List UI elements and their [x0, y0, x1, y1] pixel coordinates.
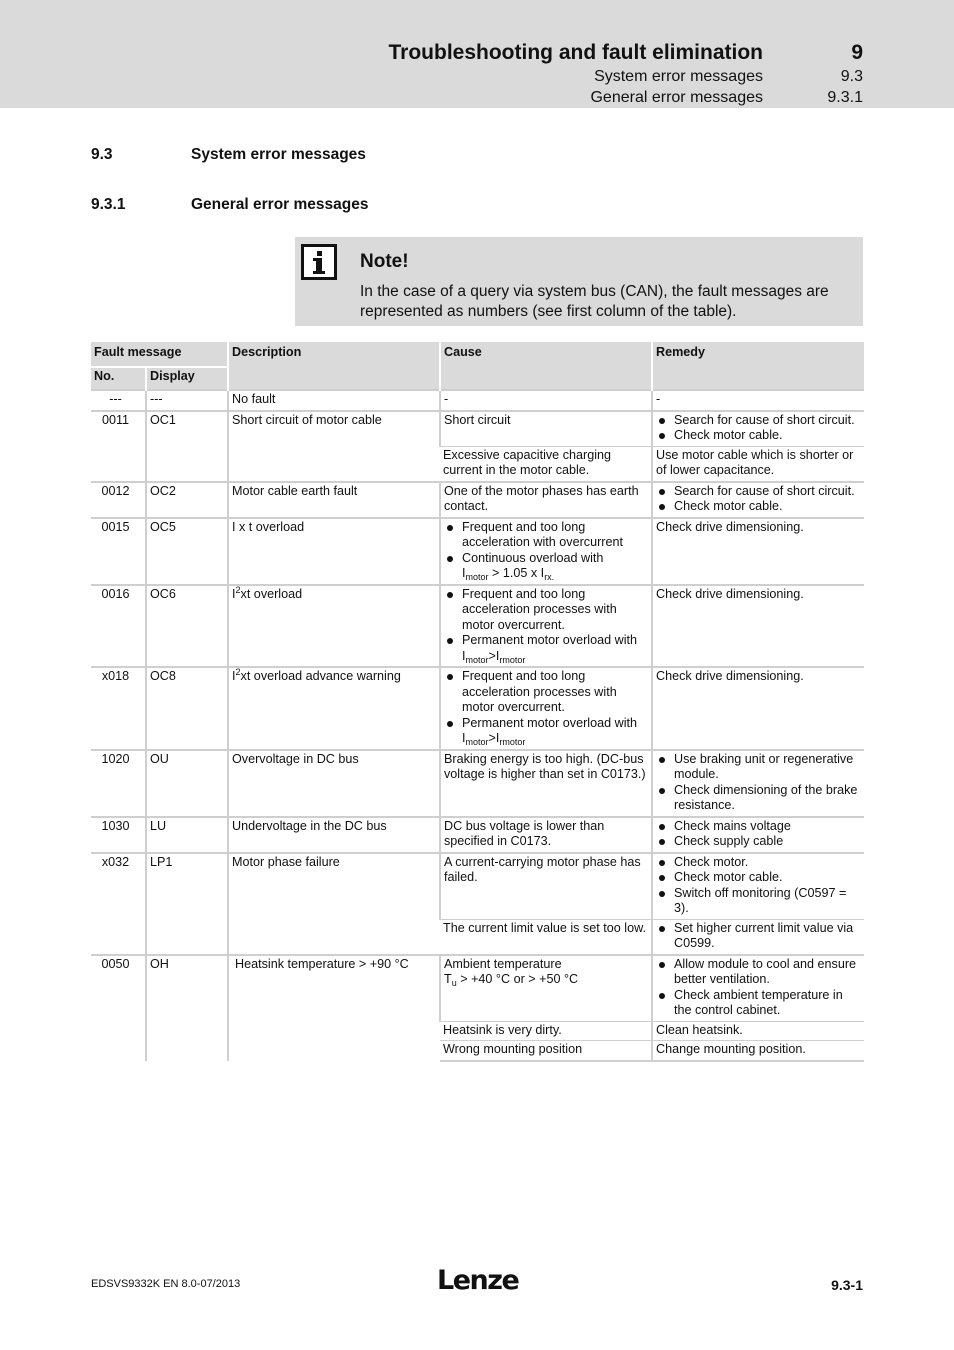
fault-remedy [652, 919, 864, 955]
list-item: Search for cause of short circuit. [656, 413, 861, 429]
fault-display: OC6 [146, 585, 228, 668]
subscript-motor: motor [465, 654, 489, 665]
fault-no: 0012 [91, 482, 146, 518]
note-text: In the case of a query via system bus (CAN), the fault messages are represented as numbers (see first column of the table). [360, 283, 829, 320]
subscript-motor: motor [465, 737, 489, 747]
fault-no: 0011 [91, 411, 146, 482]
list-item: Allow module to cool and ensure better ventilation. [656, 957, 861, 988]
subsection-number: 9.3.1 [827, 89, 863, 106]
list-item: Check motor cable. [656, 499, 861, 515]
list-item: Check supply cable [656, 834, 861, 850]
symbol-i: I [232, 586, 236, 601]
fault-cause [440, 667, 652, 750]
subsection-heading-number: 9.3.1 [91, 196, 126, 213]
superscript-2: 2 [235, 667, 241, 677]
header-no: No. [91, 367, 146, 390]
fault-display: OU [146, 750, 228, 817]
fault-no: 1030 [91, 817, 146, 853]
header-section-row [594, 68, 863, 86]
table-row [91, 482, 864, 518]
fault-display: OH [146, 955, 228, 1061]
fault-no: x032 [91, 853, 146, 955]
fault-description: Motor cable earth fault [228, 482, 440, 518]
list-item: Frequent and too long acceleration with overcurrent [444, 520, 648, 551]
subscript-motor: motor [465, 572, 489, 582]
list-item: Use braking unit or regenerative module. [656, 752, 861, 783]
cause-text: Permanent motor overload with [462, 633, 637, 647]
symbol-i: I [232, 669, 236, 683]
fault-remedy [652, 817, 864, 853]
fault-no: 0016 [91, 585, 146, 668]
table-row [91, 585, 864, 668]
fault-remedy [652, 482, 864, 518]
section-heading-number: 9.3 [91, 146, 113, 163]
fault-cause: One of the motor phases has earth contact. [440, 482, 652, 518]
fault-table [91, 340, 864, 1062]
subsection-title: General error messages [590, 89, 763, 106]
table-row [91, 518, 864, 585]
section-heading [91, 146, 366, 164]
fault-cause: Heatsink is very dirty. [440, 1021, 652, 1041]
fault-remedy: Use motor cable which is shorter or of lower capacitance. [652, 446, 864, 482]
list-item: Frequent and too long acceleration processes with motor overcurrent. [444, 669, 648, 716]
formula-text: > 1.05 x I [488, 566, 545, 580]
fault-remedy [652, 750, 864, 817]
symbol-i: I [462, 648, 466, 663]
fault-cause [440, 518, 652, 585]
formula-text: >I [488, 648, 500, 663]
fault-description [228, 667, 440, 750]
fault-description: Undervoltage in the DC bus [228, 817, 440, 853]
fault-remedy: Clean heatsink. [652, 1021, 864, 1041]
fault-no: 0050 [91, 955, 146, 1061]
fault-remedy [652, 411, 864, 447]
subscript-u: u [451, 978, 457, 988]
table-row [91, 955, 864, 1022]
fault-cause: Wrong mounting position [440, 1041, 652, 1061]
symbol-i: I [462, 566, 466, 580]
subscript-rx: rx. [544, 572, 555, 582]
fault-cause: Excessive capacitive charging current in the motor cable. [440, 446, 652, 482]
fault-display: OC5 [146, 518, 228, 585]
subsection-heading-title: General error messages [191, 196, 369, 213]
fault-remedy: - [652, 390, 864, 411]
section-title: System error messages [594, 68, 763, 85]
cause-text: Ambient temperature [444, 956, 562, 971]
fault-description: Heatsink temperature > +90 °C [228, 955, 440, 1061]
fault-display: OC1 [146, 411, 228, 482]
formula-text: > +40 °C or > +50 °C [456, 972, 579, 986]
fault-display: LP1 [146, 853, 228, 955]
table-row [91, 390, 864, 411]
fault-no: 0015 [91, 518, 146, 585]
table-row [91, 853, 864, 920]
header-fault-message: Fault message [91, 341, 228, 367]
list-item: Check motor. [656, 855, 861, 871]
note-box [295, 237, 863, 326]
table-row [91, 817, 864, 853]
section-number: 9.3 [840, 68, 863, 85]
list-item: Check ambient temperature in the control cabinet. [656, 988, 861, 1019]
fault-remedy: Check drive dimensioning. [652, 667, 864, 750]
header-chapter-row [389, 41, 864, 65]
fault-cause: DC bus voltage is lower than specified in C0173. [440, 817, 652, 853]
fault-cause: Braking energy is too high. (DC-bus voltage is higher than set in C0173.) [440, 750, 652, 817]
cause-text: Permanent motor overload with [462, 715, 637, 730]
list-item: Check motor cable. [656, 870, 861, 886]
list-item: Check mains voltage [656, 819, 861, 835]
chapter-title: Troubleshooting and fault elimination [388, 41, 763, 64]
info-icon [301, 244, 337, 280]
description-text: xt overload [240, 586, 303, 601]
fault-no: 1020 [91, 750, 146, 817]
fault-description [228, 585, 440, 668]
section-heading-title: System error messages [191, 146, 366, 163]
footer-page-number: 9.3-1 [831, 1277, 863, 1293]
fault-remedy: Check drive dimensioning. [652, 518, 864, 585]
fault-display: LU [146, 817, 228, 853]
header-display: Display [146, 367, 228, 390]
fault-no: x018 [91, 667, 146, 750]
formula-text: >I [488, 731, 500, 745]
fault-cause [440, 955, 652, 1022]
fault-display: OC8 [146, 667, 228, 750]
list-item [444, 551, 648, 582]
subscript-rmotor: rmotor [499, 737, 526, 747]
footer-doc-id: EDSVS9332K EN 8.0-07/2013 [91, 1278, 241, 1290]
symbol-i: I [462, 731, 466, 745]
page-header [0, 0, 954, 108]
fault-remedy: Change mounting position. [652, 1041, 864, 1061]
list-item [444, 716, 648, 747]
symbol-t: T [444, 972, 452, 986]
fault-description: Short circuit of motor cable [228, 411, 440, 482]
lenze-logo: Lenze [437, 1265, 519, 1296]
table-row [91, 411, 864, 447]
subscript-rmotor: rmotor [499, 654, 526, 665]
list-item: Switch off monitoring (C0597 = 3). [656, 886, 861, 917]
chapter-number: 9 [851, 41, 863, 64]
description-text: xt overload advance warning [240, 669, 401, 683]
fault-cause [440, 585, 652, 668]
fault-cause: A current-carrying motor phase has failed. [440, 853, 652, 920]
fault-display: OC2 [146, 482, 228, 518]
fault-cause: The current limit value is set too low. [440, 919, 652, 955]
list-item: Set higher current limit value via C0599. [656, 921, 861, 952]
fault-description: Overvoltage in DC bus [228, 750, 440, 817]
list-item: Search for cause of short circuit. [656, 484, 861, 500]
header-subsection-row [590, 89, 863, 107]
header-cause: Cause [440, 341, 652, 390]
fault-description: I x t overload [228, 518, 440, 585]
table-row [91, 667, 864, 750]
list-item: Check dimensioning of the brake resistance. [656, 783, 861, 814]
header-description: Description [228, 341, 440, 390]
fault-description: No fault [228, 390, 440, 411]
fault-description: Motor phase failure [228, 853, 440, 955]
fault-display: --- [146, 390, 228, 411]
header-remedy: Remedy [652, 341, 864, 390]
subsection-heading [91, 196, 369, 214]
fault-remedy: Check drive dimensioning. [652, 585, 864, 668]
cause-text: Continuous overload with [462, 550, 604, 565]
table-header-row [91, 341, 864, 367]
superscript-2: 2 [235, 584, 241, 595]
list-item: Check motor cable. [656, 428, 861, 444]
fault-remedy [652, 853, 864, 920]
list-item [444, 633, 648, 664]
table-row [91, 750, 864, 817]
fault-no: --- [91, 390, 146, 411]
note-title: Note! [360, 251, 409, 272]
list-item: Frequent and too long acceleration processes with motor overcurrent. [444, 587, 648, 634]
fault-cause: Short circuit [440, 411, 652, 447]
fault-remedy [652, 955, 864, 1022]
fault-cause: - [440, 390, 652, 411]
